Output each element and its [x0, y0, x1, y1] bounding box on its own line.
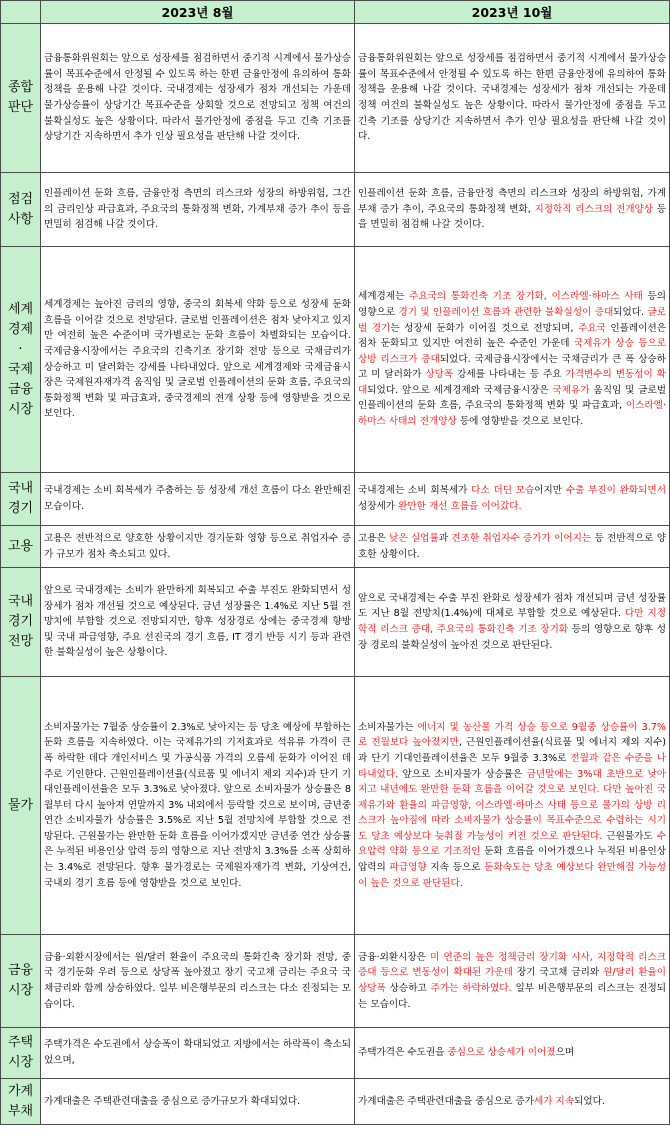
category-label: 시장 [7, 1055, 34, 1070]
category-label: 경기 [7, 614, 34, 629]
changed-text: 둔화속도는 당초 예상보다 완만해질 가능성이 높은 것으로 판단된다. [358, 862, 666, 889]
oct-cell [355, 24, 670, 173]
oct-cell [355, 935, 670, 1028]
body-text: 움직임 및 글로벌 인플레이션의 둔화 흐름, 주요국의 통화정책 변화 및 파급효과, [358, 384, 666, 412]
body-text: 인플레이션은 점차 둔화되고 있지만 여전히 높은 수준인 가운데 [358, 322, 667, 350]
category-label: 판단 [7, 100, 34, 115]
category-label: 금융 [7, 381, 34, 397]
body-text: 주택가격은 수도권을 [358, 1047, 448, 1059]
changed-text: 중심으로 상승세가 이어졌 [447, 1047, 556, 1059]
body-text: 는 성장세 둔화가 이어질 것으로 전망되며, [390, 322, 579, 334]
category-label: 가계 [7, 1083, 34, 1099]
row-domestic-economy [1, 473, 670, 526]
body-text: 둔화 흐름을 이어가겠으나 누적된 비용인상 압력의 [358, 846, 666, 874]
category-label: 시장 [7, 401, 34, 417]
changed-text: 다만 지정학적 리스크 증대, 주요국의 통화긴축 기조 장기화 [358, 608, 666, 635]
oct-cell [355, 173, 670, 247]
changed-text: 전월과 같은 수준을 나타내었다. [358, 752, 666, 780]
body-text: , 근원인플레이션율(식료품 및 에너지 제외 지수)과 단기 기대인플레이션율은 모두 9월중 3.3%로 [358, 737, 666, 764]
body-text: 금융통화위원회는 앞으로 성장세를 점검하면서 중기적 시계에서 물가상승률이 목표수준에서 안정될 수 있도록 하는 한편 금융안정에 유의하여 통화정책을 운용해 나갈 것이다. 국내경제는 성장세가 점차 개선되는 가운데 정책 여건의 불확실성도 높은 상황이다. 따라서 물가안정에 중점을 두고 긴축 기조를 상당기간 지속하면서 추가 인상 필요성을 판단해 나갈 것이다. [358, 53, 666, 143]
category-cell [1, 473, 41, 526]
body-text: 등 전반적으로 양호한 상황이다. [358, 532, 666, 560]
aug-cell [41, 1079, 355, 1125]
body-text: 등의 영향으로 향후 성장 경로의 불확실성이 높아진 것으로 판단된다. [358, 624, 667, 651]
category-cell [1, 1028, 41, 1079]
body-text: 소비자물가는 7월중 상승률이 2.3%로 낮아지는 등 당초 예상에 부합하는 둔화 흐름을 지속하였다. 이는 국제유가의 기저효과로 석유류 가격이 큰 폭 하락한 데다 개인서비스 및 가공식품 가격의 오름세 둔화가 이어진 데 주로 기인한다. 근원인플레이션율(식료품 및 에너지 제외 지수)과 단기 기대인플레이션율은 모두 3.3%로 낮아졌다. 앞으로 소비자물가 상승률은 8월부터 다시 높아져 연말까지 3% 내외에서 등락할 것으로 보이며, 금년중 연간 소비자물가 상승률은 3.5%로 지난 5월 전망치에 부합할 것으로 전망된다. 근원물가는 완만한 둔화 흐름을 이어가겠지만 금년중 연간 상승률은 누적된 비용인상 압력 등의 영향으로 지난 전망치 3.3%를 소폭 상회하는 3.4%로 전망된다. 향후 물가경로는 국제원자재가격 변화, 기상여건, 국내외 경기 흐름 등에 영향받을 것으로 보인다. [44, 721, 351, 889]
category-label: · [18, 341, 23, 357]
category-cell [1, 1079, 41, 1125]
body-text: 되었다. [574, 1095, 605, 1107]
changed-text: 국제유가 [552, 384, 590, 396]
body-text: 으며 [555, 1047, 575, 1059]
body-text: 강세를 나타내는 등 주요 [453, 369, 566, 381]
changed-text: 완만한 개선 흐름을 이어갔다. [398, 501, 522, 512]
changed-text: 이스라엘·하마스 사태의 전개양상 [358, 400, 666, 428]
aug-cell [41, 526, 355, 568]
row-overall [1, 24, 670, 173]
category-label: 금융 [7, 963, 34, 978]
body-text: 되었다. [613, 306, 648, 318]
row-prices [1, 677, 670, 935]
body-text: 등에 영향받을 것으로 보인다. [456, 416, 584, 428]
body-text: 되었다. 앞으로 세계경제와 국제금융시장은 [367, 384, 553, 396]
body-text: 지속 등으로 [426, 862, 485, 874]
body-text: 고용은 [358, 532, 390, 544]
category-label: 국내 [7, 481, 34, 496]
category-label: 경제 [7, 321, 34, 337]
changed-text: 주가는 하락하였다. [430, 983, 512, 994]
category-cell [1, 935, 41, 1028]
aug-cell [41, 473, 355, 526]
body-text: 국내경제는 소비 회복세가 [358, 485, 472, 497]
body-text: 앞으로 소비자물가 상승률은 [398, 768, 527, 780]
body-text: 앞으로 국내경제는 수출 부진 완화로 성장세가 점차 개선되며 금년 성장률도 지난 8월 전망치(1.4%)에 대체로 부합할 것으로 예상된다. [358, 592, 666, 620]
category-label: 국내 [7, 594, 34, 609]
body-text: 등을 면밀히 점검해 나갈 것이다. [358, 203, 666, 231]
changed-text: 수요압력 약화 등으로 기조적인 [358, 830, 666, 858]
category-label: 부채 [7, 1103, 34, 1119]
body-text: 국내경제는 소비 회복세가 주춤하는 등 성장세 개선 흐름이 다소 완만해진 모습이다. [44, 485, 351, 512]
body-text: 되었다. 국제금융시장에서는 국채금리가 큰 폭 상승하고 [358, 353, 667, 381]
category-cell [1, 247, 41, 473]
changed-text: 가격변수의 변동성이 확대 [358, 369, 666, 396]
category-cell [1, 568, 41, 677]
header-oct: 2023년 10월 [355, 1, 670, 24]
body-text: 금융·외환시장은 [358, 951, 431, 963]
oct-cell [355, 1079, 670, 1125]
row-housing-market [1, 1028, 670, 1079]
category-label: 고용 [7, 538, 34, 554]
changed-text: 원/달러 환율이 상당폭 [358, 967, 666, 994]
aug-cell [41, 173, 355, 247]
oct-cell [355, 1028, 670, 1079]
aug-cell [41, 935, 355, 1028]
category-label: 시장 [7, 983, 34, 998]
category-cell [1, 526, 41, 568]
changed-text: 낮은 실업률 [389, 532, 439, 544]
body-text: 이지만 [534, 485, 566, 497]
body-text: 등의 영향으로 [358, 291, 667, 318]
changed-text: 주요국의 통화긴축 기조 장기화, 이스라엘·하마스 사태 [409, 291, 643, 303]
row-world-economy [1, 247, 670, 473]
body-text: 미 달러화가 [367, 369, 426, 381]
category-label: 세계 [7, 301, 34, 317]
header-blank-cell [1, 1, 41, 24]
category-label: 경기 [7, 501, 34, 516]
changed-text: 상당폭 [425, 369, 454, 381]
changed-text: 견조한 취업자수 증가가 이어지는 [451, 532, 592, 544]
category-cell [1, 173, 41, 247]
aug-cell [41, 677, 355, 935]
changed-text: 미 연준의 높은 정책금리 장기화 시사, 지정학적 리스크 증대 등으로 변동성이 확대된 가운데 [358, 951, 666, 979]
body-text: 앞으로 국내경제는 소비가 완만하게 회복되고 수출 부진도 완화되면서 성장세가 점차 개선될 것으로 예상된다. 금년 성장률은 1.4%로 지난 5월 전망치에 부합할 것으로 전망되지만, 향후 성장경로 상에는 중국경제 향방 및 국내 파급영향, 주요 선진국의 경기 흐름, IT 경기 반등 시기 등과 관련한 불확실성이 높은 상황이다. [44, 585, 351, 659]
body-text: 근원물가도 [602, 830, 657, 842]
oct-cell [355, 247, 670, 473]
body-text: 가계대출은 주택관련대출을 중심으로 증가 [358, 1095, 534, 1107]
body-text: 가계대출은 주택관련대출을 중심으로 증가규모가 확대되었다. [44, 1095, 301, 1107]
body-text: 성장세가 [358, 501, 399, 512]
header-aug: 2023년 8월 [41, 1, 355, 24]
changed-text: 경기 및 인플레이션 흐름과 관련한 불확실성이 증대 [398, 306, 614, 318]
body-text: 인플레이션 둔화 흐름, 금융안정 측면의 리스크와 성장의 하방위험, 가계부채 증가 추이, 주요국의 통화정책 변화, [358, 188, 666, 215]
body-text: 과 [438, 532, 452, 544]
header-row [1, 1, 670, 24]
table-body [1, 24, 670, 1125]
aug-cell [41, 568, 355, 677]
changed-text: 파급영향 [389, 862, 427, 874]
changed-text: 세가 지속 [533, 1095, 575, 1107]
body-text: 금융통화위원회는 앞으로 성장세를 점검하면서 중기적 시계에서 물가상승률이 목표수준에서 안정될 수 있도록 하는 한편 금융안정에 유의하여 통화정책을 운용해 나갈 것이다. 국내경제는 성장세가 점차 개선되는 가운데 물가상승률이 상당기간 목표수준을 상회할 것으로 전망되고 정책 여건의 불확실성도 높은 상황이다. 따라서 물가안정에 중점을 두고 긴축 기조를 상당기간 지속하면서 추가 인상 필요성을 판단해 나갈 것이다. [44, 53, 351, 143]
changed-text: 에너지 및 농산물 가격 상승 등으로 9월중 상승률이 3.7%로 전월보다 높아졌지만 [358, 721, 666, 749]
body-text: 인플레이션 둔화 흐름, 금융안정 측면의 리스크와 성장의 하방위험, 그간의 금리인상 파급효과, 주요국의 통화정책 변화, 가계부채 증가 추이 등을 면밀히 점검해 나갈 것이다. [44, 188, 351, 231]
changed-text: 금년말에는 3%대 초반으로 낮아지고 내년에도 완만한 둔화 흐름을 이어갈 것으로 보인다. 다만 높아진 국제유가와 환율의 파급영향, 이스라엘·하마스 사태 등으로 물가의 상방 리스크가 높아짐에 따라 소비자물가 상승률이 목표수준으로 수렴하는 시기도 당초 예상보다 늦춰질 가능성이 커진 것으로 판단된다. [358, 768, 666, 842]
changed-text: 다소 더딘 모습 [471, 485, 535, 497]
changed-text: 주요국 [578, 322, 606, 334]
row-checkpoints [1, 173, 670, 247]
changed-text: 지정학적 리스크의 전개양상 [534, 203, 654, 215]
aug-cell [41, 247, 355, 473]
category-label: 주택 [7, 1035, 34, 1050]
body-text: 세계경제는 [358, 291, 410, 303]
category-cell [1, 24, 41, 173]
category-label: 사항 [7, 211, 34, 227]
body-text: 소비자물가는 [358, 721, 418, 733]
body-text: 고용은 전반적으로 양호한 상황이지만 경기둔화 영향 등으로 취업자수 증가 규모가 점차 축소되고 있다. [44, 532, 351, 560]
row-employment [1, 526, 670, 568]
oct-cell [355, 568, 670, 677]
oct-cell [355, 526, 670, 568]
category-cell [1, 677, 41, 935]
row-financial-market [1, 935, 670, 1028]
changed-text: 국제유가 상승 등으로 상방 리스크가 증대 [358, 338, 667, 365]
body-text: 장기 국고채 금리와 [513, 967, 604, 979]
body-text: 상승하고 [385, 983, 431, 994]
changed-text: 글로벌 경기 [358, 306, 666, 334]
row-outlook [1, 568, 670, 677]
body-text: 주택가격은 수도권에서 상승폭이 확대되었고 지방에서는 하락폭이 축소되었으며, [44, 1039, 351, 1066]
oct-cell [355, 473, 670, 526]
row-household-debt [1, 1079, 670, 1125]
category-label: 전망 [7, 634, 34, 649]
body-text: 일부 비은행부문의 리스크는 진정되는 모습이다. [358, 983, 667, 1010]
aug-cell [41, 24, 355, 173]
category-label: 점검 [7, 191, 34, 207]
body-text: 세계경제는 높아진 금리의 영향, 중국의 회복세 약화 등으로 성장세 둔화 흐름을 이어갈 것으로 전망된다. 글로벌 인플레이션은 점차 낮아지고 있지만 여전히 높은 수준이며 국가별로는 둔화 흐름이 차별화되는 모습이다. 국제금융시장에서는 주요국의 긴축기조 장기화 전망 등으로 국채금리가 상승하고 미 달러화는 강세를 나타내었다. 앞으로 세계경제와 국제금융시장은 국제원자재가격 움직임 및 글로벌 인플레이션의 둔화 흐름, 주요국의 통화정책 변화 및 파급효과, 중국경제의 전개 상황 등에 영향받을 것으로 보인다. [44, 299, 351, 420]
changed-text: 수출 부진이 완화되면서 [565, 485, 666, 497]
aug-cell [41, 1028, 355, 1079]
category-label: 물가 [7, 797, 34, 813]
body-text: 금융·외환시장에서는 원/달러 환율이 주요국의 통화긴축 장기화 전망, 중국 경기둔화 우려 등으로 상당폭 높아졌고 장기 국고채 금리는 주요국 국채금리와 함께 상승하였다. 일부 비은행부문의 리스크는 다소 진정되는 모습이다. [44, 951, 351, 1010]
category-label: 국제 [7, 361, 34, 377]
category-label: 종합 [7, 80, 34, 95]
oct-cell [355, 677, 670, 935]
